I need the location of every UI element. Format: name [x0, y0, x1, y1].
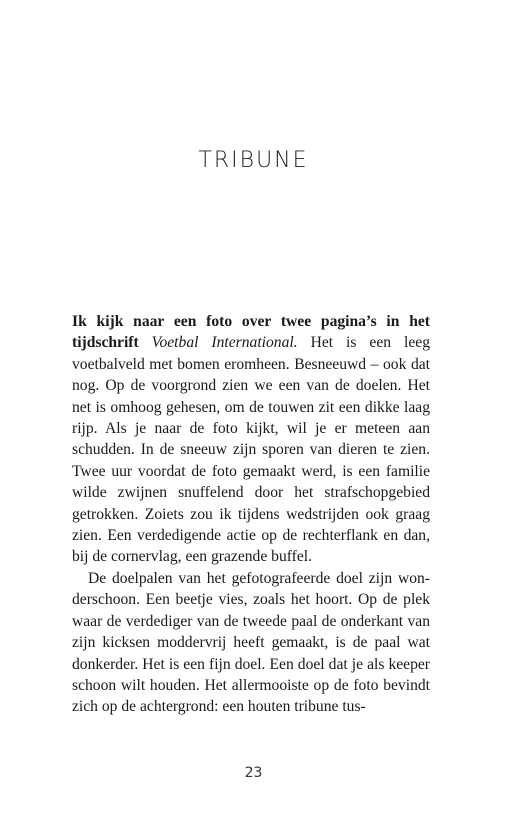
lead-in-text: Ik kijk naar een foto over twee pagina’s in het tijdschrift	[72, 313, 430, 352]
paragraph-2: De doelpalen van het gefotografeerde doel zijn wonderschoon. Een beetje vies, zoals het hoort. Op de plek waar de verdediger van de tweede paal de onderkant van zijn kicksen moddervrij heeft gemaakt, is de paal wat donkerder. Het is een fijn doel. Een doel dat je als keeper schoon wilt houden. Het allermooiste op de foto bevindt zich op de achtergrond: een houten tribune tus-	[72, 569, 430, 716]
chapter-title: TRIBUNE	[198, 148, 309, 173]
magazine-title: Voetbal International.	[151, 334, 298, 352]
body-text	[72, 311, 430, 718]
paragraph-1-text: Het is een leeg voetbalveld met bomen eromheen. Besneeuwd – ook dat nog. Op de voorgrond zien we een van de doelen. Het net is omhoog gehesen, om de touwen zit een dikke laag rijp. Als je naar de foto kijkt, wil je er meteen aan schudden. In de sneeuw zijn sporen van dieren te zien. Twee uur voordat de foto gemaakt werd, is een familie wilde zwijnen snuffelend door het strafschopgebied getrokken. Zoiets zou ik tijdens wedstrijden ook graag zien. Een verdedigende actie op de rechterflank en dan, bij de cornervlag, een grazende buffel.	[72, 334, 430, 566]
paragraph-1	[72, 311, 430, 568]
page-number: 23	[244, 765, 263, 781]
